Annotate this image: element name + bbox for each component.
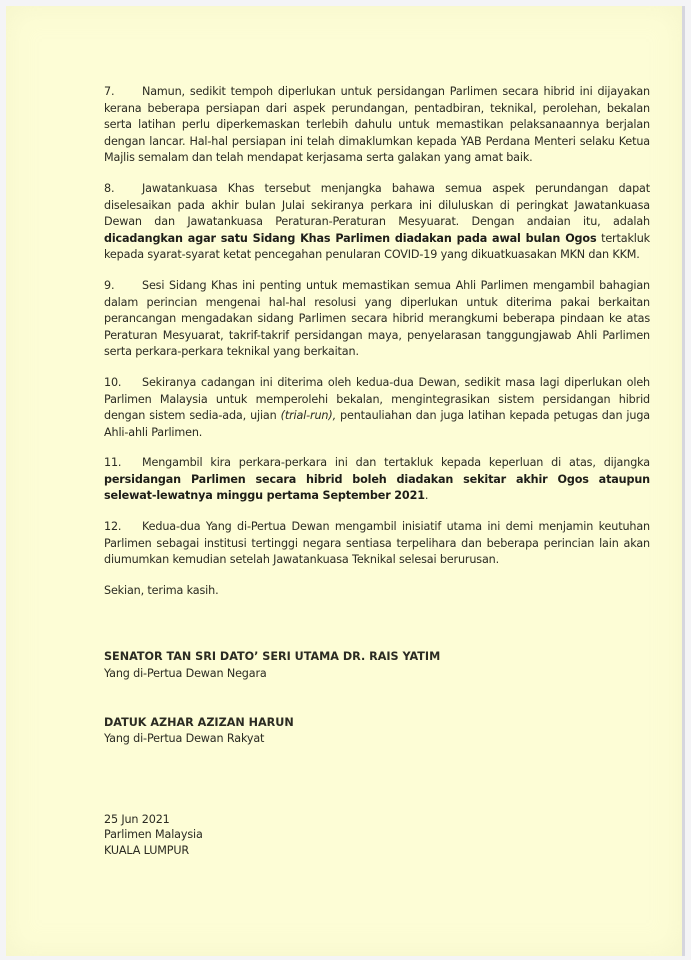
numbered-paragraph (104, 278, 650, 361)
document-body (104, 84, 650, 859)
paragraph-list (104, 84, 650, 569)
numbered-paragraph (104, 375, 650, 441)
paragraph-text: Mengambil kira perkara-perkara ini dan tertakluk kepada keperluan di atas, dijangka (142, 456, 650, 470)
paragraph-text: . (424, 489, 429, 503)
paragraph-number: 11. (104, 456, 122, 470)
paragraph-number: 10. (104, 375, 122, 389)
signatory-title: Yang di-Pertua Dewan Rakyat (104, 732, 265, 746)
document-footer (104, 812, 650, 859)
italic-text: (trial-run), (280, 409, 336, 423)
paragraph-text: pentauliahan dan juga latihan kepada petugas dan juga Ahli-ahli Parlimen. (104, 409, 650, 439)
paragraph-text: Jawatankuasa Khas tersebut menjangka bahawa semua aspek perundangan dapat diselesaikan pada akhir bulan Julai sekiranya perkara ini diluluskan di peringkat Jawatankuasa Dewan dan Jawatankuasa Peraturan-Peraturan Mesyuarat. Dengan andaian itu, adalah (104, 181, 650, 229)
numbered-paragraph (104, 181, 650, 264)
signature-block-dewan-negara (104, 649, 650, 682)
paragraph-text: Sekiranya cadangan ini diterima oleh kedua-dua Dewan, sedikit masa lagi diperlukan oleh Parlimen Malaysia untuk memperolehi bekalan, mengintegrasikan sistem persidangan hibrid dengan sistem sedia-ada, ujian (104, 375, 650, 423)
paragraph-text: Namun, sedikit tempoh diperlukan untuk persidangan Parlimen secara hibrid ini dijayakan kerana beberapa persiapan dari aspek perundangan, pentadbiran, teknikal, perolehan, bekalan serta latihan perlu diperkemaskan terlebih dahulu untuk memastikan pelaksanaannya berjalan dengan lancar. Hal-hal persiapan ini telah dimaklumkan kepada YAB Perdana Menteri selaku Ketua Majlis semalam dan telah mendapat kerjasama serta galakan yang amat baik. (104, 85, 650, 165)
signature-block-dewan-rakyat (104, 715, 650, 748)
signatory-name: DATUK AZHAR AZIZAN HARUN (104, 715, 294, 729)
footer-date: 25 Jun 2021 (104, 812, 170, 826)
numbered-paragraph (104, 84, 650, 167)
signatory-title: Yang di-Pertua Dewan Negara (104, 667, 267, 681)
emphasized-text: dicadangkan agar satu Sidang Khas Parlimen diadakan pada awal bulan Ogos (104, 231, 597, 245)
numbered-paragraph (104, 455, 650, 505)
footer-organization: Parlimen Malaysia (104, 828, 203, 842)
footer-location: KUALA LUMPUR (104, 844, 190, 857)
paragraph-text: Kedua-dua Yang di-Pertua Dewan mengambil inisiatif utama ini demi menjamin keutuhan Parlimen sebagai institusi tertinggi negara sentiasa terpelihara dan beberapa perincian lain akan diumumkan kemudian setelah Jawatankuasa Teknikal selesai berurusan. (104, 520, 650, 567)
numbered-paragraph (104, 519, 650, 569)
signatory-name: SENATOR TAN SRI DATO’ SERI UTAMA DR. RAIS YATIM (104, 650, 441, 664)
paragraph-number: 7. (104, 85, 115, 98)
paragraph-text: Sesi Sidang Khas ini penting untuk memastikan semua Ahli Parlimen mengambil bahagian dalam perincian mengenai hal-hal resolusi yang diperlukan untuk diterima pakai berkaitan perancangan mengadakan sidang Parlimen secara hibrid merangkumi beberapa pindaan ke atas Peraturan Mesyuarat, takrif-takrif persidangan maya, penyelarasan tanggungjawab Ahli Parlimen serta perkara-perkara teknikal yang berkaitan. (104, 278, 650, 359)
paragraph-number: 9. (104, 278, 115, 292)
emphasized-text: persidangan Parlimen secara hibrid boleh diadakan sekitar akhir Ogos ataupun selewat-lewatnya minggu pertama September 2021 (104, 472, 650, 503)
paragraph-number: 12. (104, 520, 122, 534)
closing-remark: Sekian, terima kasih. (104, 583, 219, 597)
paragraph-number: 8. (104, 181, 115, 195)
paragraph-text: tertakluk kepada syarat-syarat ketat pencegahan penularan COVID-19 yang dikuatkuasakan MKN dan KKM. (104, 231, 650, 262)
